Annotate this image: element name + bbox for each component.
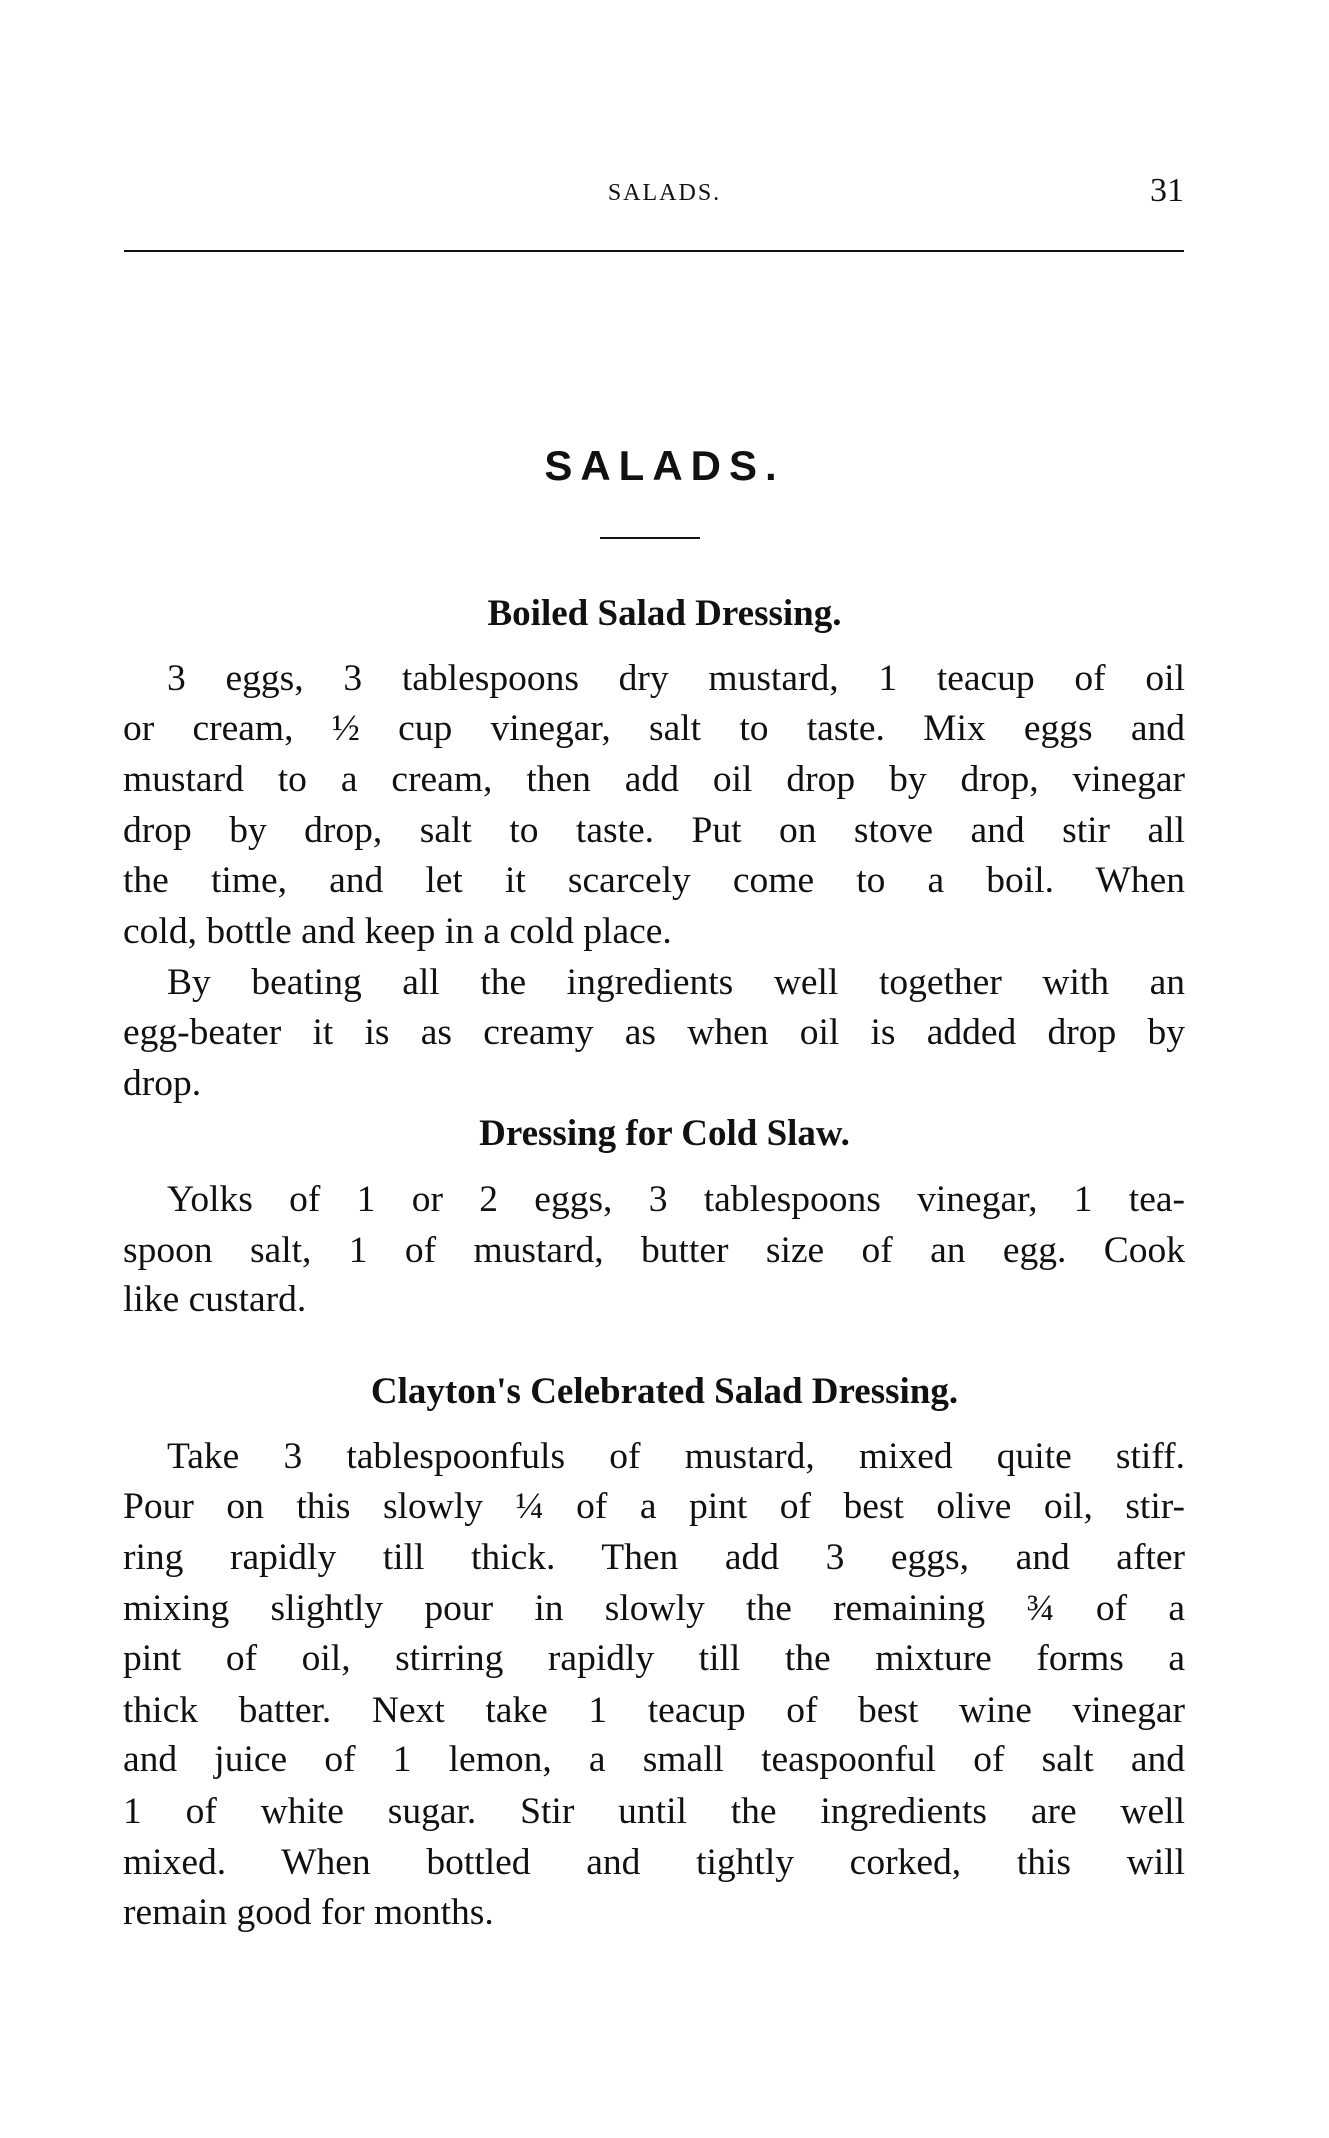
text-line: cold, bottle and keep in a cold place. xyxy=(123,911,672,952)
text-line: Yolks of 1 or 2 eggs, 3 tablespoons vinegar, 1 tea- xyxy=(167,1179,1185,1220)
title-rule xyxy=(600,537,700,539)
text-line: mixed. When bottled and tightly corked, this will xyxy=(123,1842,1185,1883)
text-line: drop. xyxy=(123,1063,202,1104)
text-line: mixing slightly pour in slowly the remaining ¾ of a xyxy=(123,1588,1185,1629)
text-line: like custard. xyxy=(123,1279,307,1320)
text-line: thick batter. Next take 1 teacup of best wine vinegar xyxy=(123,1690,1185,1731)
text-line: egg-beater it is as creamy as when oil is added drop by xyxy=(123,1012,1185,1053)
text-line: Take 3 tablespoonfuls of mustard, mixed quite stiff. xyxy=(167,1436,1185,1477)
text-line: Pour on this slowly ¼ of a pint of best olive oil, stir- xyxy=(123,1486,1185,1527)
text-line: drop by drop, salt to taste. Put on stove and stir all xyxy=(123,810,1185,851)
text-line: spoon salt, 1 of mustard, butter size of an egg. Cook xyxy=(123,1230,1185,1271)
page-number: 31 xyxy=(1150,172,1184,209)
text-line: ring rapidly till thick. Then add 3 eggs, and after xyxy=(123,1537,1185,1578)
chapter-title: SALADS. xyxy=(544,442,785,489)
text-line: and juice of 1 lemon, a small teaspoonful of salt and xyxy=(123,1739,1185,1780)
header-rule xyxy=(124,250,1184,252)
text-line: the time, and let it scarcely come to a boil. When xyxy=(123,860,1185,901)
text-line: By beating all the ingredients well together with an xyxy=(167,962,1185,1003)
text-line: remain good for months. xyxy=(123,1892,494,1933)
text-line: mustard to a cream, then add oil drop by drop, vinegar xyxy=(123,759,1185,800)
recipe-heading: Boiled Salad Dressing. xyxy=(487,593,842,634)
running-head: SALADS. xyxy=(607,180,722,206)
recipe-heading: Dressing for Cold Slaw. xyxy=(479,1113,850,1154)
recipe-heading: Clayton's Celebrated Salad Dressing. xyxy=(370,1371,959,1412)
text-line: 3 eggs, 3 tablespoons dry mustard, 1 teacup of oil xyxy=(167,658,1185,699)
text-line: pint of oil, stirring rapidly till the mixture forms a xyxy=(123,1638,1185,1679)
text-line: 1 of white sugar. Stir until the ingredients are well xyxy=(123,1791,1185,1832)
text-line: or cream, ½ cup vinegar, salt to taste. Mix eggs and xyxy=(123,708,1185,749)
